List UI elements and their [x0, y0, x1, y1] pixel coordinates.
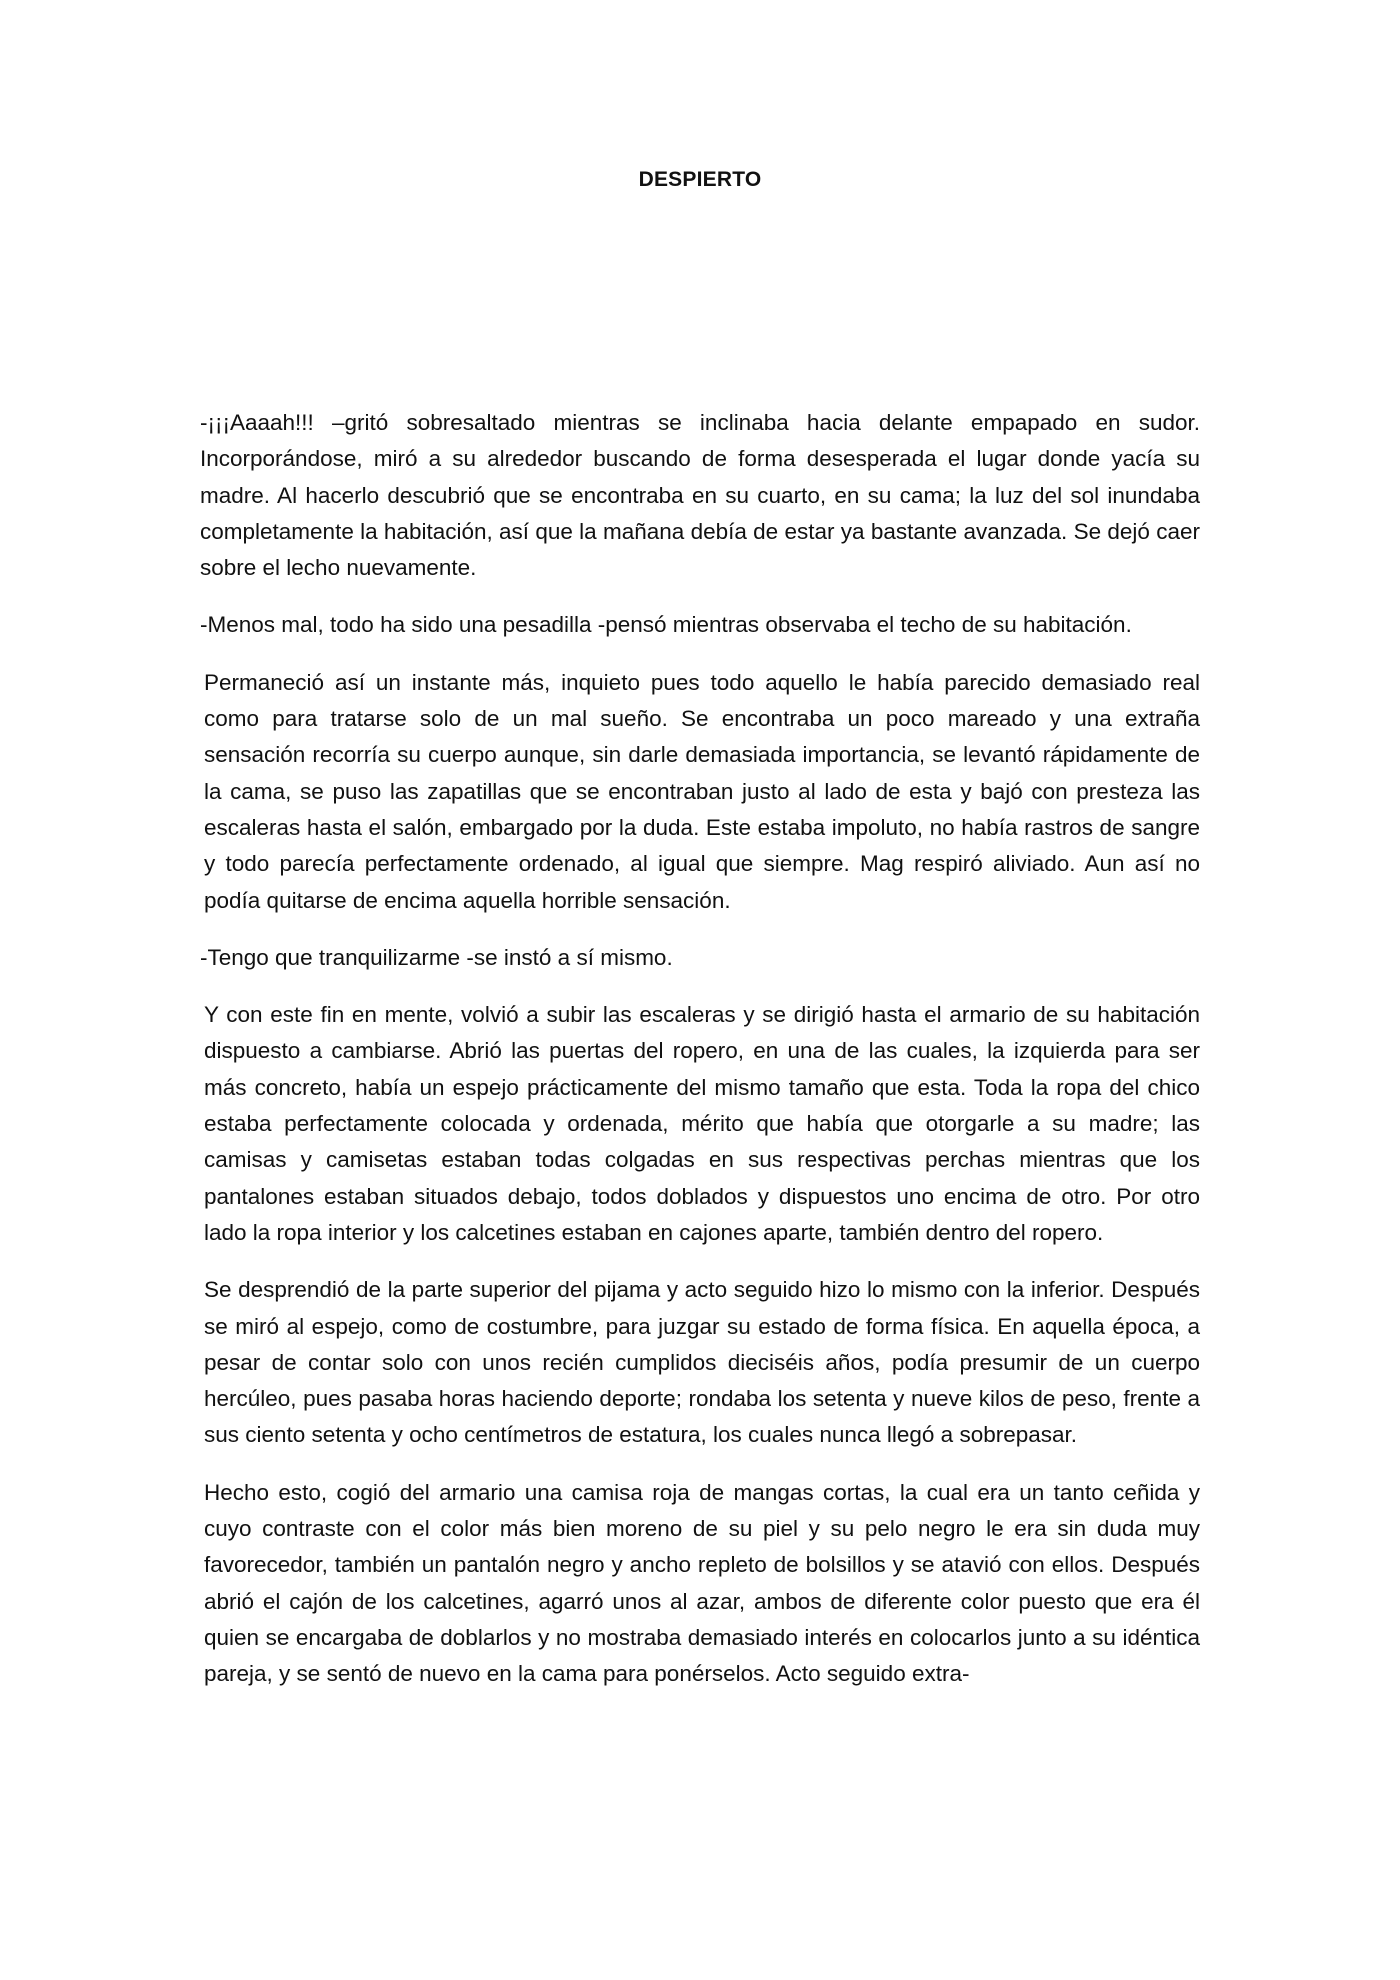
paragraph-7: Hecho esto, cogió del armario una camisa roja de mangas cortas, la cual era un tanto ceñida y cuyo contraste con el color más bien moreno de su piel y su pelo negro le era sin duda muy favorecedor, también un pantalón negro y ancho repleto de bolsillos y se atavió con ellos. Después abrió el cajón de los calcetines, agarró unos al azar, ambos de diferente color puesto que era él quien se encargaba de doblarlos y no mostraba demasiado interés en colocarlos junto a su idéntica pareja, y se sentó de nuevo en la cama para ponérselos. Acto seguido extra- — [204, 1479, 1200, 1687]
document-title: DESPIERTO — [638, 168, 762, 191]
paragraph-6: Se desprendió de la parte superior del pijama y acto seguido hizo lo mismo con la inferior. Después se miró al espejo, como de costumbre, para juzgar su estado de forma física. En aquella época, a pesar de contar solo con unos recién cumplidos dieciséis años, podía presumir de un cuerpo hercúleo, pues pasaba horas haciendo deporte; rondaba los setenta y nueve kilos de peso, frente a sus ciento setenta y ocho centímetros de estatura, los cuales nunca llegó a sobrepasar. — [204, 1277, 1200, 1448]
paragraph-3: Permaneció así un instante más, inquieto pues todo aquello le había parecido demasiado real como para tratarse solo de un mal sueño. Se encontraba un poco mareado y una extraña sensación recorría su cuerpo aunque, sin darle demasiada importancia, se levantó rápidamente de la cama, se puso las zapatillas que se encontraban justo al lado de esta y bajó con presteza las escaleras hasta el salón, embargado por la duda. Este estaba impoluto, no había rastros de sangre y todo parecía perfectamente ordenado, al igual que siempre. Mag respiró aliviado. Aun así no podía quitarse de encima aquella horrible sensación. — [204, 669, 1200, 913]
paragraph-1: -¡¡¡Aaaah!!! –gritó sobresaltado mientras se inclinaba hacia delante empapado en sudor. Incorporándose, miró a su alrededor buscando de forma desesperada el lugar donde yacía su madre. Al hacerlo descubrió que se encontraba en su cuarto, en su cama; la luz del sol inundaba completamente la habitación, así que la mañana debía de estar ya bastante avanzada. Se dejó caer sobre el lecho nuevamente. — [200, 410, 1200, 581]
paragraph-4: -Tengo que tranquilizarme -se instó a sí mismo. — [200, 944, 673, 970]
paragraph-2: -Menos mal, todo ha sido una pesadilla -pensó mientras observaba el techo de su habitación. — [200, 612, 1132, 638]
paragraph-5: Y con este fin en mente, volvió a subir las escaleras y se dirigió hasta el armario de su habitación dispuesto a cambiarse. Abrió las puertas del ropero, en una de las cuales, la izquierda para ser más concreto, había un espejo prácticamente del mismo tamaño que esta. Toda la ropa del chico estaba perfectamente colocada y ordenada, mérito que había que otorgarle a su madre; las camisas y camisetas estaban todas colgadas en sus respectivas perchas mientras que los pantalones estaban situados debajo, todos doblados y dispuestos uno encima de otro. Por otro lado la ropa interior y los calcetines estaban en cajones aparte, también dentro del ropero. — [204, 1002, 1200, 1245]
document-body — [200, 405, 1200, 1714]
